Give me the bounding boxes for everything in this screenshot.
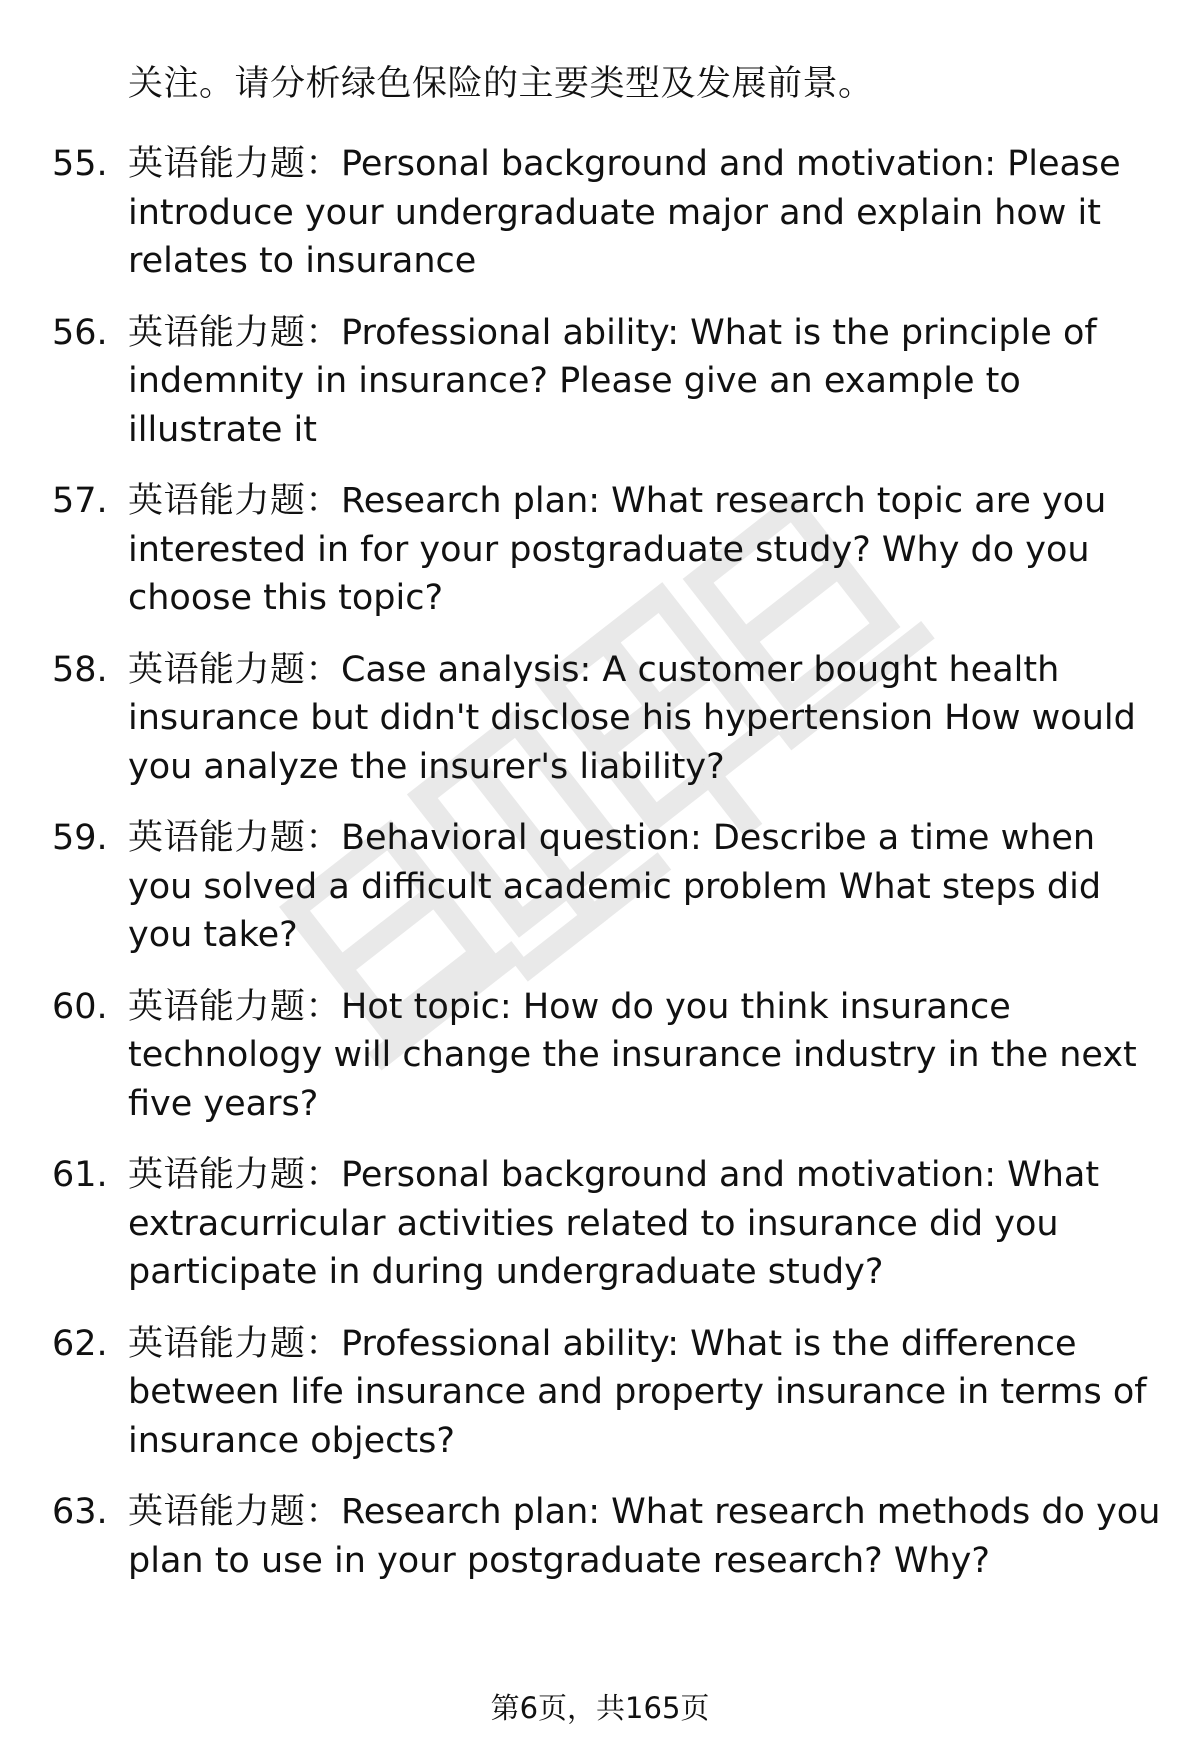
question-item (0, 1151, 1200, 1297)
question-item (0, 1488, 1200, 1585)
intro-text: 关注。请分析绿色保险的主要类型及发展前景。 (128, 64, 874, 104)
question-number: 55. (52, 144, 108, 184)
question-item (0, 646, 1200, 792)
question-number: 61. (52, 1155, 108, 1195)
question-item (0, 983, 1200, 1129)
question-body (128, 309, 1168, 455)
question-category: 英语能力题： (128, 1323, 342, 1364)
page-footer: 第6页，共165页 (490, 1691, 710, 1725)
question-number: 60. (52, 986, 108, 1027)
question-category: 英语能力题： (128, 1492, 342, 1532)
question-item (0, 309, 1200, 455)
question-body (128, 140, 1168, 286)
question-number: 58. (52, 649, 108, 690)
question-item (0, 140, 1200, 286)
question-item (0, 814, 1200, 960)
question-body (128, 814, 1168, 960)
question-category: 英语能力题： (128, 986, 342, 1027)
question-body (128, 1320, 1168, 1466)
question-body (128, 1151, 1168, 1297)
question-item (0, 477, 1200, 623)
question-text: Research plan: What research methods do you plan to use in your postgraduate research? Why? (128, 1492, 1161, 1581)
question-item (0, 1320, 1200, 1466)
question-number: 57. (52, 481, 108, 521)
question-text: Behavioral question: Describe a time when you solved a difficult academic problem What steps did you take? (128, 818, 1102, 955)
question-body (128, 1488, 1168, 1585)
question-number: 63. (52, 1492, 108, 1532)
question-body (128, 646, 1168, 792)
question-category: 英语能力题： (128, 144, 342, 184)
question-text: Case analysis: A customer bought health insurance but didn't disclose his hypertension How would you analyze the insurer's liability? (128, 649, 1136, 787)
question-category: 英语能力题： (128, 818, 342, 858)
question-text: Hot topic: How do you think insurance technology will change the insurance industry in the next five years? (128, 986, 1137, 1124)
question-list (0, 140, 1200, 1608)
question-number: 59. (52, 818, 108, 858)
question-text: Personal background and motivation: What extracurricular activities related to insurance did you participate in during undergraduate study? (128, 1155, 1100, 1292)
question-text: Professional ability: What is the principle of indemnity in insurance? Please give an example to illustrate it (128, 312, 1097, 450)
question-category: 英语能力题： (128, 1155, 342, 1195)
question-body (128, 983, 1168, 1129)
question-text: Research plan: What research topic are you interested in for your postgraduate study? Why do you choose this topic? (128, 481, 1107, 618)
question-text: Professional ability: What is the difference between life insurance and property insurance in terms of insurance objects? (128, 1323, 1147, 1461)
question-category: 英语能力题： (128, 481, 342, 521)
question-text: Personal background and motivation: Please introduce your undergraduate major and explain how it relates to insurance (128, 144, 1121, 281)
question-number: 62. (52, 1323, 108, 1364)
question-category: 英语能力题： (128, 649, 342, 690)
question-category: 英语能力题： (128, 312, 342, 353)
question-number: 56. (52, 312, 108, 353)
question-body (128, 477, 1168, 623)
